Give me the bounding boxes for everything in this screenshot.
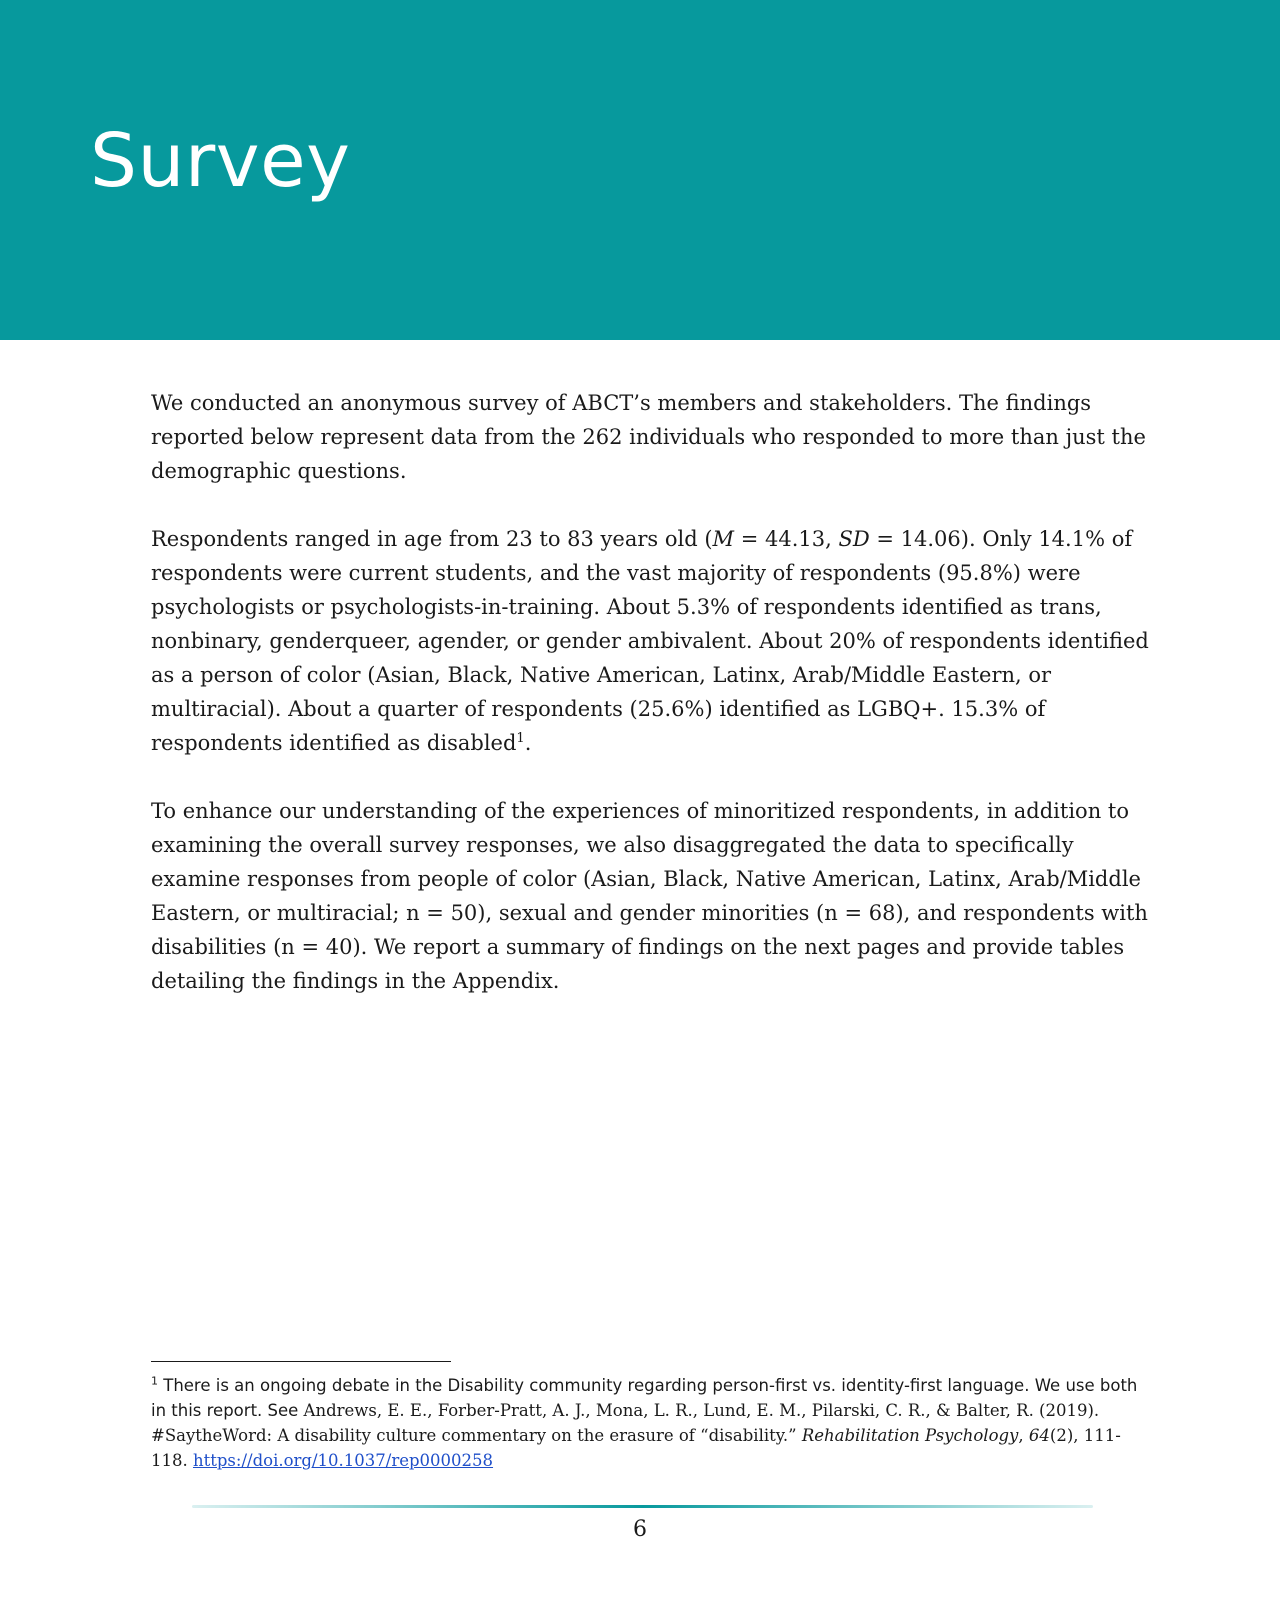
mean-label: M <box>712 527 735 551</box>
footnote-marker: 1 <box>151 1374 158 1388</box>
footnote-volume: 64 <box>1028 1426 1050 1445</box>
footnote-divider <box>151 1361 451 1362</box>
footnote-issue-pages: (2), 111-118. <box>151 1426 1121 1470</box>
footer-divider <box>192 1505 1093 1508</box>
demographics-paragraph <box>151 522 1151 760</box>
demographics-text-b: = 44.13, <box>734 527 839 551</box>
footnote <box>151 1373 1151 1473</box>
footnote-journal: Rehabilitation Psychology <box>801 1426 1019 1445</box>
methods-paragraph: To enhance our understanding of the experiences of minoritized respondents, in addition to examining the overall survey responses, we also disaggregated the data to specifically examine responses from people of color (Asian, Black, Native American, Latinx, Arab/Middle Eastern, or multiracial; n = 50), sexual and gender minorities (n = 68), and respondents with disabilities (n = 40). We report a summary of findings on the next pages and provide tables detailing the findings in the Appendix. <box>151 799 1148 993</box>
footnote-reference[interactable]: 1 <box>516 731 525 746</box>
demographics-text-end: . <box>524 731 532 755</box>
main-body <box>151 386 1151 1032</box>
demographics-text-a: Respondents ranged in age from 23 to 83 years old ( <box>151 527 713 551</box>
page-number: 6 <box>633 1517 647 1542</box>
doi-link[interactable]: https://doi.org/10.1037/rep0000258 <box>192 1451 494 1470</box>
footnote-text: There is an ongoing debate in the Disability community regarding person-first vs. identity-first language. We use both in this report. See <box>151 1376 1138 1420</box>
footnote-sep: , <box>1018 1426 1029 1445</box>
demographics-text-c: = 14.06). Only 14.1% of respondents were current students, and the vast majority of respondents (95.8%) were psychologists or psychologists-in-training. About 5.3% of respondents identified as trans, nonbinary, genderqueer, agender, or gender ambivalent. About 20% of respondents identified as a person of color (Asian, Black, Native American, Latinx, Arab/Middle Eastern, or multiracial). About a quarter of respondents (25.6%) identified as LGBQ+. 15.3% of respondents identified as disabled <box>151 527 1149 755</box>
footnote-citation: Andrews, E. E., Forber-Pratt, A. J., Mona, L. R., Lund, E. M., Pilarski, C. R., & Balter, R. (2019). #SaytheWord: A disability culture commentary on the erasure of “disability.” <box>151 1401 1100 1445</box>
intro-paragraph: We conducted an anonymous survey of ABCT’s members and stakeholders. The findings reported below represent data from the 262 individuals who responded to more than just the demographic questions. <box>151 391 1146 483</box>
header-band <box>0 0 1280 340</box>
sd-label: SD <box>838 527 870 551</box>
page-title: Survey <box>90 118 351 204</box>
